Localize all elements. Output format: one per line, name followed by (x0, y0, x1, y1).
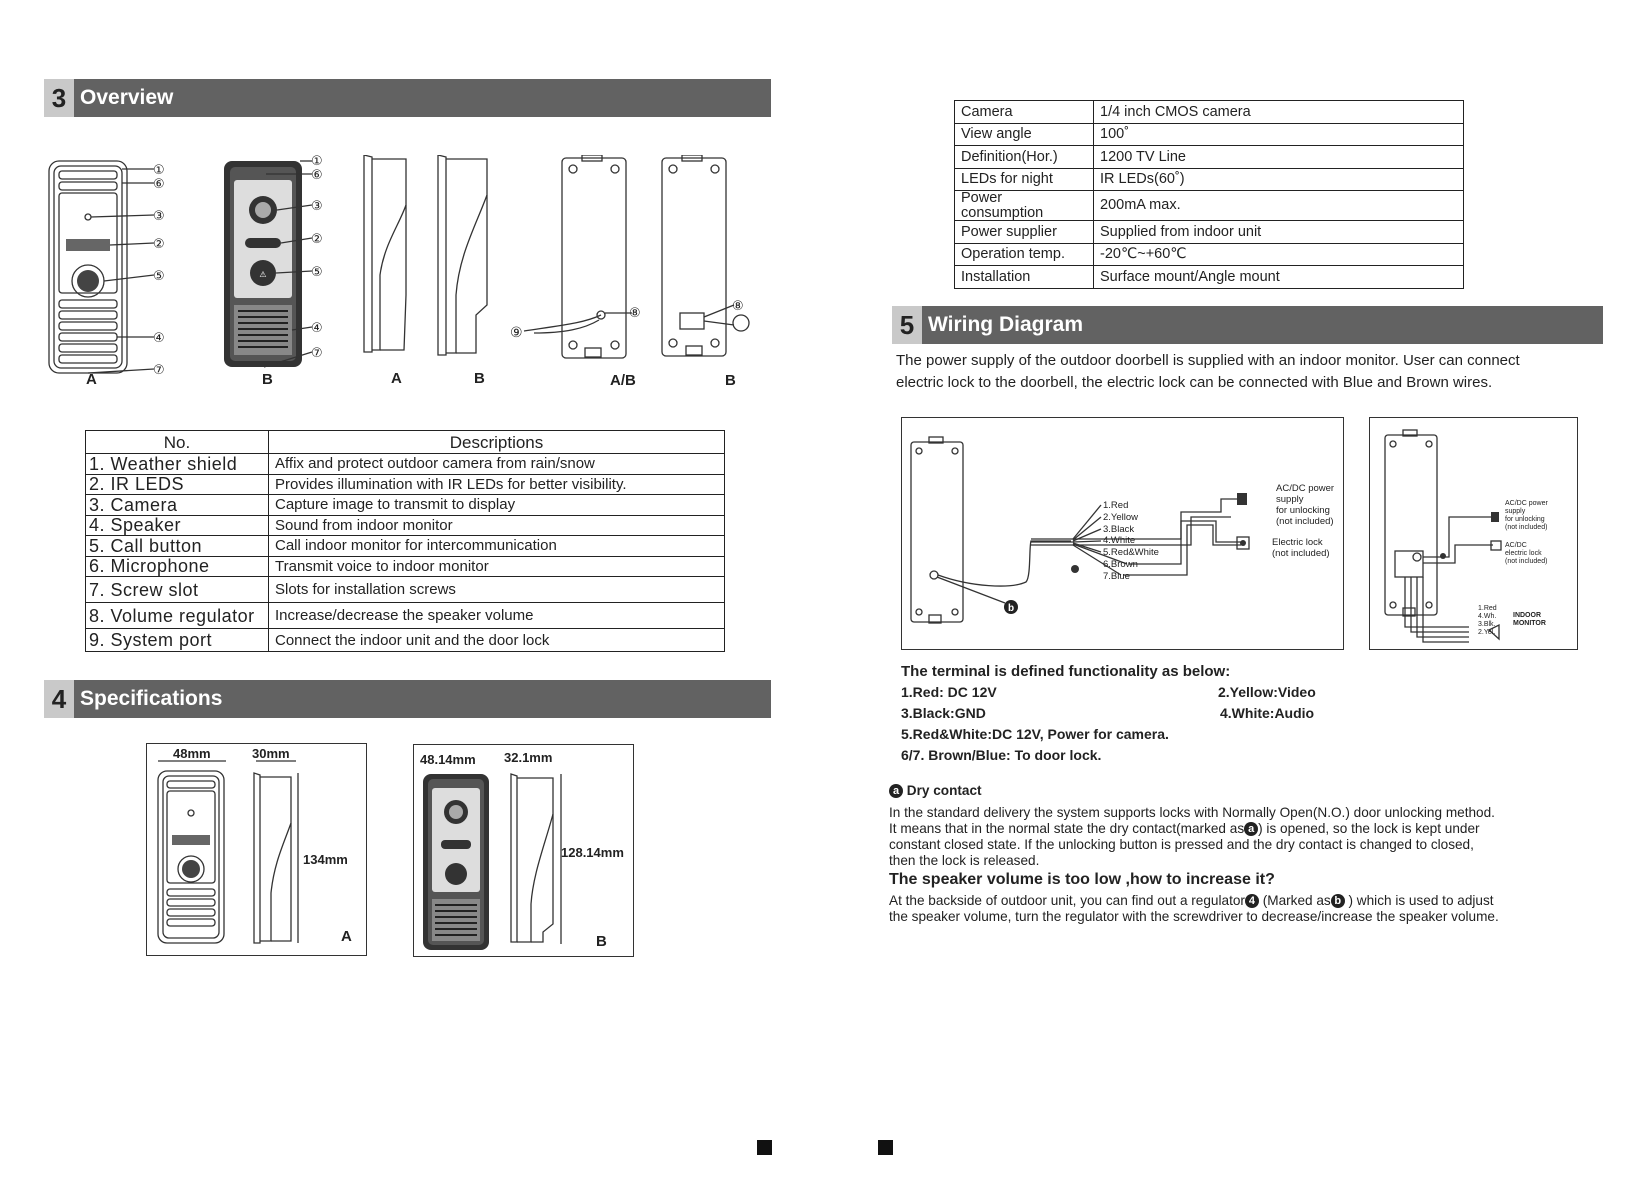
dry-contact-line-3: constant closed state. If the unlocking button is pressed and the dry contact is changed to closed, (889, 837, 1474, 852)
table-row (955, 146, 1464, 169)
table-row (86, 536, 725, 557)
mini-lock-label (1505, 542, 1547, 566)
dim-b-label: B (596, 933, 607, 950)
spec-value: 1/4 inch CMOS camera (1094, 101, 1464, 124)
marker-a-icon: a (889, 784, 903, 798)
callout-6: ⑥ (153, 176, 165, 191)
wire-label-7: 7.Blue (1103, 571, 1130, 582)
row-no: 9. System port (86, 629, 269, 652)
spec-value: 200mA max. (1094, 191, 1464, 221)
wire-label-2: 2.Yellow (1103, 512, 1139, 523)
terminal-6: 6/7. Brown/Blue: To door lock. (901, 747, 1102, 763)
volume-line-1 (889, 893, 1494, 909)
table-row (86, 556, 725, 577)
mini-power-line: (not included) (1505, 524, 1548, 531)
mini-lock-line: AC/DC (1505, 542, 1527, 549)
spec-key: View angle (955, 123, 1094, 146)
terminal-title: The terminal is defined functionality as below: (901, 663, 1231, 680)
callout-1: ① (153, 162, 165, 177)
mini-wire: 4.Wh. (1478, 613, 1497, 620)
row-no: 4. Speaker (86, 515, 269, 536)
terminal-3: 3.Black:GND (901, 705, 986, 721)
mini-wire: 1.Red (1478, 605, 1497, 612)
table-row (955, 101, 1464, 124)
wire-label-6: 6.Brown (1103, 559, 1138, 570)
wire-label-5: 5.Red&White (1103, 547, 1159, 558)
dim-b-depth: 32.1mm (504, 750, 553, 765)
figure-label-ab: A/B (610, 372, 636, 389)
figure-label-a2: A (391, 370, 402, 387)
callout-2: ② (153, 236, 165, 251)
table-row (86, 603, 725, 629)
table-row (955, 123, 1464, 146)
svg-text:①: ① (311, 155, 323, 168)
wiring-intro-2: electric lock to the doorbell, the electric lock can be connected with Blue and Brown wires. (896, 374, 1493, 391)
callout-8: ⑧ (629, 305, 641, 320)
spec-value: IR LEDs(60˚) (1094, 168, 1464, 191)
svg-text:⑦: ⑦ (311, 345, 323, 360)
spec-key: Power supplier (955, 221, 1094, 244)
dry-contact-line-4: then the lock is released. (889, 853, 1040, 868)
terminal-2: 2.Yellow:Video (1218, 684, 1316, 700)
lock-label-line: (not included) (1272, 548, 1330, 559)
svg-text:b: b (1007, 603, 1015, 614)
row-no: 8. Volume regulator (86, 603, 269, 629)
spec-key: Camera (955, 101, 1094, 124)
figure-label-b2: B (474, 370, 485, 387)
figure-label-b3: B (725, 372, 736, 389)
row-no: 5. Call button (86, 536, 269, 557)
specifications-heading (44, 680, 771, 718)
terminal-1: 1.Red: DC 12V (901, 684, 997, 700)
header-no: No. (86, 431, 269, 454)
table-row (955, 221, 1464, 244)
callout-5: ⑤ (153, 268, 165, 283)
power-supply-label (1276, 483, 1334, 527)
power-label-line: AC/DC power (1276, 483, 1335, 494)
specifications-section-number: 4 (44, 680, 74, 718)
indoor-monitor-line: INDOOR (1513, 612, 1541, 619)
header-descriptions: Descriptions (269, 431, 725, 454)
spec-value: Surface mount/Angle mount (1094, 266, 1464, 289)
svg-text:⚠: ⚠ (259, 270, 267, 279)
table-row (86, 629, 725, 652)
power-label-line: for unlocking (1276, 505, 1330, 516)
row-desc: Slots for installation screws (269, 577, 725, 603)
power-label-line: supply (1276, 494, 1304, 505)
svg-text:②: ② (311, 231, 323, 246)
wiring-heading (892, 306, 1603, 344)
dim-a-depth: 30mm (252, 746, 290, 761)
table-row (955, 243, 1464, 266)
page-mark-left (757, 1140, 772, 1155)
mini-power-line: supply (1505, 508, 1526, 515)
terminal-5: 5.Red&White:DC 12V, Power for camera. (901, 726, 1169, 742)
row-no: 2. IR LEDS (86, 474, 269, 495)
vol-1a: At the backside of outdoor unit, you can find out a regulator (889, 893, 1245, 908)
row-desc: Connect the indoor unit and the door lock (269, 629, 725, 652)
svg-text:⑥: ⑥ (311, 167, 323, 182)
volume-line-2: the speaker volume, turn the regulator with the screwdriver to decrease/increase the speaker volume. (889, 909, 1499, 924)
row-no: 1. Weather shield (86, 454, 269, 475)
row-no: 7. Screw slot (86, 577, 269, 603)
overview-table (85, 430, 725, 652)
device-a-side (364, 155, 406, 352)
spec-key: Power consumption (955, 191, 1094, 221)
table-row (86, 515, 725, 536)
spec-value: 1200 TV Line (1094, 146, 1464, 169)
figure-label-b1: B (262, 371, 273, 388)
mini-power-label (1505, 500, 1548, 532)
specifications-title: Specifications (80, 687, 223, 710)
overview-title: Overview (80, 86, 174, 109)
wiring-section-number: 5 (892, 306, 922, 344)
table-header-row (86, 431, 725, 454)
table-row (955, 191, 1464, 221)
dry-contact-line-2 (889, 821, 1480, 837)
spec-key: Operation temp. (955, 243, 1094, 266)
row-desc: Affix and protect outdoor camera from rain/snow (269, 454, 725, 475)
dry-2a: It means that in the normal state the dry contact(marked as (889, 821, 1245, 836)
row-no: 3. Camera (86, 495, 269, 516)
mini-lock-line: electric lock (1505, 550, 1542, 557)
device-back-ab (524, 155, 632, 358)
terminal-4: 4.White:Audio (1220, 705, 1315, 721)
spec-key: LEDs for night (955, 168, 1094, 191)
table-row (86, 577, 725, 603)
row-desc: Capture image to transmit to display (269, 495, 725, 516)
svg-text:⑧: ⑧ (732, 298, 744, 313)
callout-4: ④ (153, 330, 165, 345)
marker-a-icon: a (1244, 822, 1258, 836)
row-desc: Increase/decrease the speaker volume (269, 603, 725, 629)
dim-a-label: A (341, 928, 352, 945)
wire-label-1: 1.Red (1103, 500, 1129, 511)
overview-heading (44, 79, 771, 117)
spec-table (954, 100, 1464, 289)
spec-value: Supplied from indoor unit (1094, 221, 1464, 244)
dimension-drawing-a (146, 743, 365, 954)
row-desc: Transmit voice to indoor monitor (269, 556, 725, 577)
spec-key: Installation (955, 266, 1094, 289)
dim-b-width: 48.14mm (420, 752, 476, 767)
callout-3: ③ (153, 208, 165, 223)
indoor-monitor-line: MONITOR (1513, 620, 1546, 627)
table-row (955, 266, 1464, 289)
row-desc: Sound from indoor monitor (269, 515, 725, 536)
overview-section-number: 3 (44, 79, 74, 117)
dry-contact-line-1: In the standard delivery the system supports locks with Normally Open(N.O.) door unlocking method. (889, 805, 1495, 820)
mini-power-line: for unlocking (1505, 516, 1545, 523)
svg-text:③: ③ (311, 198, 323, 213)
row-desc: Call indoor monitor for intercommunication (269, 536, 725, 557)
table-row (955, 168, 1464, 191)
mini-power-line: AC/DC power (1505, 500, 1548, 507)
page-mark-right (878, 1140, 893, 1155)
device-b-side (438, 155, 487, 355)
table-row (86, 474, 725, 495)
dim-a-width: 48mm (173, 746, 211, 761)
wire-label-3: 3.Black (1103, 524, 1135, 535)
row-desc: Provides illumination with IR LEDs for better visibility. (269, 474, 725, 495)
overview-illustrations (44, 155, 784, 375)
vol-1c: ) which is used to adjust (1348, 893, 1494, 908)
lock-label-line: Electric lock (1272, 537, 1323, 548)
mini-lock-line: (not included) (1505, 558, 1548, 565)
row-no: 6. Microphone (86, 556, 269, 577)
callout-9: ⑨ (510, 324, 523, 340)
spec-value: 100˚ (1094, 123, 1464, 146)
dim-a-height: 134mm (303, 852, 348, 867)
table-row (86, 454, 725, 475)
figure-label-a1: A (86, 371, 97, 388)
marker-b-icon: b (1331, 894, 1345, 908)
svg-text:④: ④ (311, 320, 323, 335)
regulator-icon: 4 (1245, 894, 1259, 908)
dry-contact-title-text: Dry contact (906, 783, 982, 798)
power-label-line: (not included) (1276, 516, 1334, 527)
wire-label-4: 4.White (1103, 535, 1136, 546)
mini-wire: 3.Blk. (1478, 621, 1496, 628)
device-a-front (49, 161, 127, 373)
indoor-monitor-label (1513, 612, 1546, 628)
vol-1b: (Marked as (1262, 893, 1331, 908)
device-b-front (224, 161, 302, 367)
wiring-intro-1: The power supply of the outdoor doorbell is supplied with an indoor monitor. User can connect (896, 352, 1520, 369)
spec-value: -20℃~+60℃ (1094, 243, 1464, 266)
mini-wire: 2.Yel. (1478, 629, 1496, 636)
device-back-b (662, 155, 734, 356)
spec-key: Definition(Hor.) (955, 146, 1094, 169)
callout-7: ⑦ (153, 362, 165, 375)
mini-wire-labels (1478, 605, 1497, 637)
dry-contact-title (889, 783, 982, 799)
volume-question: The speaker volume is too low ,how to increase it? (889, 871, 1275, 888)
electric-lock-label (1272, 537, 1330, 559)
table-row (86, 495, 725, 516)
dim-b-height: 128.14mm (561, 845, 624, 860)
dry-2b: ) is opened, so the lock is kept under (1258, 821, 1480, 836)
wiring-title: Wiring Diagram (928, 313, 1083, 336)
svg-text:⑤: ⑤ (311, 264, 323, 279)
